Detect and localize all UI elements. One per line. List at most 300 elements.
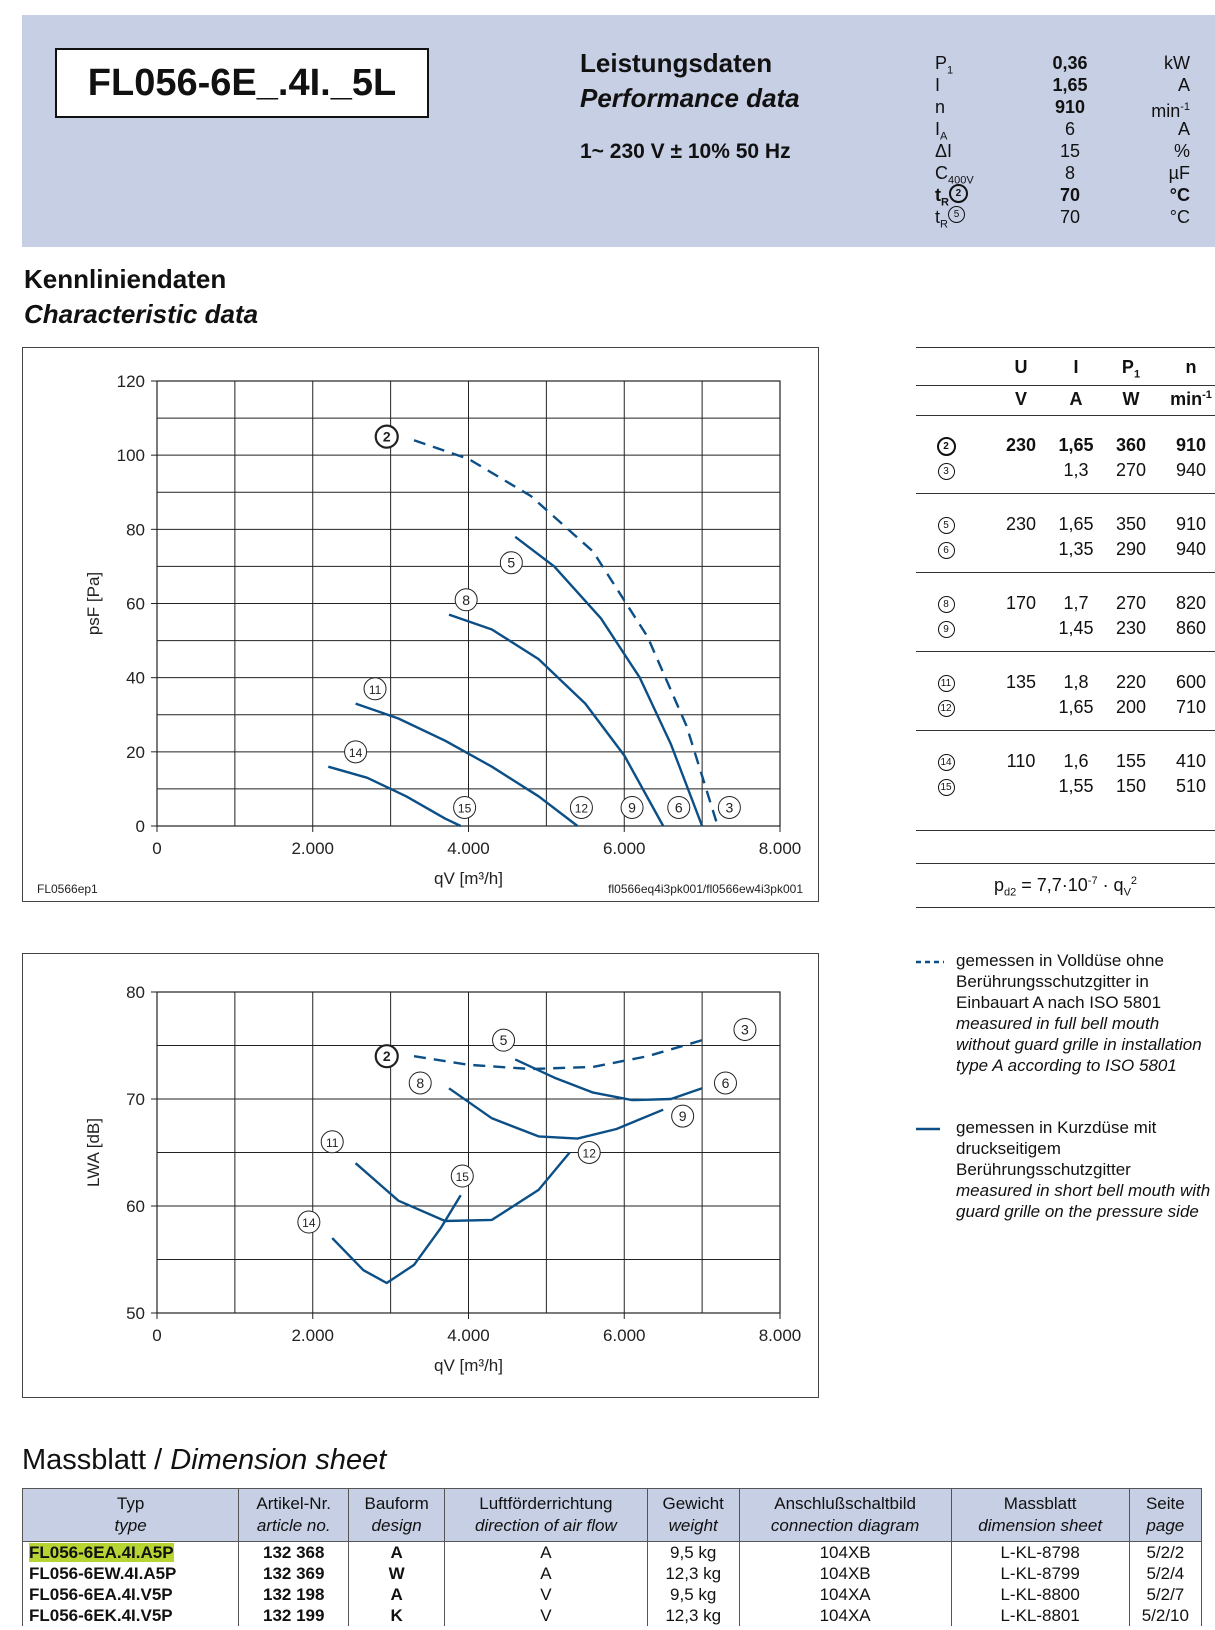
circled-number: 3	[938, 463, 955, 480]
dim-cell	[1129, 1584, 1201, 1605]
performance-title	[580, 46, 800, 116]
dim-cell-text: FL056-6EA.4I.A5P	[29, 1543, 174, 1562]
table-cell-speed: 860	[1175, 618, 1207, 638]
y-tick-label: 60	[126, 1197, 145, 1216]
table-header-rule	[916, 385, 1215, 386]
table-cell-power: 270	[1115, 593, 1147, 613]
spec-unit: µF	[1168, 163, 1190, 183]
spec-symbol: $I_A$	[935, 119, 948, 143]
table-cell-power: 290	[1115, 539, 1147, 559]
dim-cell	[239, 1542, 349, 1564]
curve-label-12	[570, 796, 592, 818]
curve-label-8	[455, 589, 477, 611]
table-cell-voltage: 110	[1006, 751, 1036, 771]
dim-cell-text: 104XA	[819, 1606, 871, 1625]
characteristic-title	[24, 262, 258, 332]
table-header-4: n	[1185, 357, 1197, 377]
table-header-2: I	[1073, 357, 1079, 377]
y-tick-label: 60	[126, 594, 145, 614]
formula-sub: V	[1123, 886, 1131, 899]
curve-label-8	[409, 1072, 431, 1094]
y-axis-label: psF [Pa]	[84, 571, 103, 636]
unit-superscript: -1	[1202, 389, 1212, 401]
dim-row	[23, 1584, 1202, 1605]
circled-number: 14	[938, 754, 955, 771]
legend-dashed-de: gemessen in Volldüse ohne Berührungsschutzgitter in Einbauart A nach ISO 5801	[956, 951, 1164, 1012]
table-cell-speed: 600	[1175, 672, 1207, 692]
curve-label-5	[500, 552, 522, 574]
dim-cell-text: 9,5 kg	[670, 1543, 717, 1562]
table-cell-power: 150	[1115, 776, 1147, 796]
x-axis-label: qV [m³/h]	[434, 869, 503, 888]
dim-header-4	[647, 1489, 739, 1542]
dim-header-en: direction of air flow	[475, 1516, 617, 1535]
dimension-table	[22, 1488, 1202, 1626]
curve-label-text: 6	[721, 1074, 730, 1091]
table-cell-power: 270	[1115, 460, 1147, 480]
table-cell-current: 1,65	[1058, 435, 1094, 455]
dim-header-de: Typ	[116, 1494, 145, 1513]
dim-cell-text: 5/2/7	[1146, 1585, 1185, 1604]
spec-value: 8	[1064, 163, 1075, 183]
table-curve-number	[916, 460, 976, 481]
table-cell-current: 1,65	[1058, 697, 1094, 717]
y-tick-label: 80	[126, 520, 145, 540]
curve-label-text: 5	[507, 554, 516, 571]
curve-label-text: 3	[741, 1021, 749, 1038]
dim-cell-text: 5/2/10	[1141, 1606, 1189, 1625]
dim-cell	[23, 1542, 239, 1564]
y-tick-label: 20	[126, 742, 145, 762]
x-tick-label: 6.000	[602, 1326, 646, 1345]
dim-header-1	[239, 1489, 349, 1542]
model-title: FL056-6E_.4I._5L	[55, 48, 429, 118]
circled-number: 5	[938, 517, 955, 534]
dim-header-en: type	[114, 1516, 147, 1535]
spec-value: 15	[1059, 141, 1081, 161]
sound-chart-svg	[23, 954, 818, 1397]
spec-symbol: $C_{400V}$	[935, 163, 974, 187]
dim-cell	[951, 1542, 1129, 1564]
curve-label-text: 2	[382, 1048, 391, 1065]
spec-subscript: R	[941, 196, 949, 209]
table-cell-current: 1,3	[1063, 460, 1089, 480]
spec-subscript: 400V	[948, 174, 974, 187]
spec-list	[935, 52, 1215, 231]
dim-cell	[239, 1563, 349, 1584]
spec-value: 6	[1064, 119, 1075, 139]
dim-cell-text: L-KL-8799	[1000, 1564, 1080, 1583]
dim-cell-text: V	[540, 1585, 552, 1604]
legend-dashed-en: measured in full bell mouth without guard grille in installation type A according to ISO 5801	[956, 1014, 1202, 1075]
dim-cell-text: 5/2/2	[1146, 1543, 1185, 1562]
spec-unit: °C	[1169, 207, 1190, 227]
table-cell-power: 350	[1115, 514, 1147, 534]
table-cell-current: 1,7	[1063, 593, 1089, 613]
dim-cell-text: 5/2/4	[1146, 1564, 1185, 1583]
x-tick-label: 0	[152, 839, 162, 858]
dim-cell	[739, 1542, 951, 1564]
legend-solid	[916, 1117, 1215, 1222]
dim-cell	[444, 1584, 647, 1605]
chart-footer-left: FL0566ep1	[37, 882, 98, 896]
sound-chart	[22, 953, 819, 1398]
dim-header-de: Gewicht	[662, 1494, 724, 1513]
table-curve-number	[916, 514, 976, 535]
dim-cell-text: 132 369	[262, 1564, 325, 1583]
spec-unit: $\min^{-1}$	[1151, 101, 1190, 121]
curve-label-6	[714, 1072, 736, 1094]
table-curve-number	[916, 435, 976, 456]
dim-cell	[647, 1584, 739, 1605]
curve-label-11	[321, 1131, 343, 1153]
table-formula: $p_{d2} = 7,7\cdot 10^{-7} \cdot q_V^2$	[993, 875, 1138, 899]
table-top-rule	[916, 347, 1215, 348]
spec-symbol: $P_1$	[935, 53, 954, 77]
dim-header-de: Artikel-Nr.	[256, 1494, 332, 1513]
y-tick-label: 0	[135, 817, 145, 836]
table-cell-power: 200	[1115, 697, 1147, 717]
spec-row	[935, 52, 1215, 77]
dim-header-de: Seite	[1145, 1494, 1185, 1513]
table-group-rule	[916, 651, 1215, 652]
table-cell-speed: 910	[1175, 514, 1207, 534]
dim-header-de: Bauform	[364, 1494, 429, 1513]
dim-cell	[647, 1563, 739, 1584]
table-cell-voltage: 230	[1005, 435, 1037, 455]
chart-footer-right: fl0566eq4i3pk001/fl0566ew4i3pk001	[608, 882, 803, 896]
dim-row	[23, 1542, 1202, 1564]
table-curve-number	[916, 776, 976, 797]
y-tick-label: 80	[126, 983, 145, 1002]
dim-cell	[951, 1563, 1129, 1584]
curve-label-text: 2	[382, 428, 391, 445]
curve-label-text: 12	[582, 1146, 596, 1161]
circled-number: 15	[938, 779, 955, 796]
table-header-3: $P_1$	[1121, 357, 1141, 381]
curve-label-14	[345, 741, 367, 763]
spec-row	[935, 206, 1215, 231]
formula-sub: d2	[1003, 886, 1017, 899]
table-cell-current: 1,55	[1058, 776, 1094, 796]
table-curve-number	[916, 618, 976, 639]
spec-value: 0,36	[1052, 53, 1088, 73]
table-cell-power: 220	[1115, 672, 1147, 692]
dim-header-en: dimension sheet	[978, 1516, 1103, 1535]
dim-cell-text: A	[390, 1543, 403, 1562]
dim-header-en: weight	[668, 1516, 718, 1535]
dim-cell	[444, 1563, 647, 1584]
dim-cell	[1129, 1563, 1201, 1584]
dim-cell-text: A	[540, 1543, 552, 1562]
table-group-rule	[916, 572, 1215, 573]
dim-cell	[349, 1563, 445, 1584]
dim-cell-text: 104XB	[819, 1564, 871, 1583]
dim-cell	[239, 1584, 349, 1605]
spec-subscript: A	[940, 130, 948, 143]
x-tick-label: 6.000	[602, 839, 646, 858]
curve-label-text: 11	[368, 682, 382, 697]
dim-header-en: page	[1146, 1516, 1185, 1535]
dim-cell	[239, 1605, 349, 1626]
dim-cell	[444, 1605, 647, 1626]
dim-cell-text: V	[540, 1606, 552, 1625]
curve-label-text: 11	[325, 1135, 339, 1150]
dim-cell-text: W	[388, 1564, 405, 1583]
circled-number: 2	[949, 184, 968, 203]
table-cell-speed: 510	[1175, 776, 1207, 796]
dimension-title-de: Massblatt /	[22, 1444, 171, 1476]
dim-cell	[349, 1584, 445, 1605]
circled-number: 2	[937, 437, 956, 456]
spec-symbol: n	[935, 97, 946, 117]
dimension-title-en: Dimension sheet	[170, 1444, 387, 1476]
spec-row	[935, 162, 1215, 187]
dim-cell-text: FL056-6EA.4I.V5P	[29, 1585, 173, 1604]
dim-header-de: Luftförderrichtung	[479, 1494, 613, 1513]
x-tick-label: 2.000	[291, 1326, 335, 1345]
table-cell-voltage: 170	[1005, 593, 1037, 613]
spec-value: 70	[1059, 207, 1081, 227]
dim-cell	[23, 1584, 239, 1605]
pressure-chart-svg	[23, 348, 818, 901]
table-unit-rule	[916, 415, 1215, 416]
spec-row	[935, 118, 1215, 143]
curve-label-15	[451, 1165, 473, 1187]
dim-cell	[444, 1542, 647, 1564]
dim-header-2	[349, 1489, 445, 1542]
dim-cell	[647, 1542, 739, 1564]
spec-symbol: $t_R$ 2	[935, 184, 949, 214]
spec-row	[935, 140, 1215, 162]
curve-label-14	[298, 1211, 320, 1233]
dim-cell-text: 104XB	[819, 1543, 871, 1562]
dim-cell-text: FL056-6EW.4I.A5P	[29, 1564, 177, 1583]
spec-unit: A	[1177, 75, 1190, 95]
performance-title-de: Leistungsdaten	[580, 48, 773, 78]
spec-symbol: $t_R$ 5	[935, 206, 948, 236]
formula-sup: 2	[1130, 875, 1138, 887]
curve-label-text: 14	[302, 1216, 316, 1231]
dim-cell-text: K	[390, 1606, 403, 1625]
dim-row	[23, 1605, 1202, 1626]
circled-number: 5	[948, 206, 965, 223]
curve-label-text: 15	[455, 1170, 469, 1185]
spec-unit: %	[1173, 141, 1190, 161]
table-unit-2: A	[1069, 389, 1083, 409]
dim-header-de: Massblatt	[1003, 1494, 1077, 1513]
pressure-chart	[22, 347, 819, 902]
table-unit-4: $\min^{-1}$	[1170, 389, 1212, 409]
dim-cell	[349, 1605, 445, 1626]
dim-cell-text: 132 199	[262, 1606, 325, 1625]
dim-cell-text: 12,3 kg	[665, 1606, 722, 1625]
table-curve-number	[916, 697, 976, 718]
curve-label-text: 8	[462, 591, 471, 608]
curve-label-11	[364, 678, 386, 700]
table-curve-number	[916, 539, 976, 560]
circled-number: 8	[938, 596, 955, 613]
table-curve-number	[916, 672, 976, 693]
table-bottom-rule	[916, 830, 1215, 831]
table-cell-current: 1,6	[1063, 751, 1089, 771]
table-header-1: U	[1014, 357, 1028, 377]
dim-cell	[951, 1584, 1129, 1605]
y-tick-label: 50	[126, 1304, 145, 1323]
dim-header-de: Anschlußschaltbild	[774, 1494, 916, 1513]
curve-label-text: 3	[725, 799, 734, 816]
dim-cell-text: 104XA	[819, 1585, 871, 1604]
dim-cell-text: 132 198	[262, 1585, 325, 1604]
dim-header-6	[951, 1489, 1129, 1542]
table-end-rule	[916, 907, 1215, 908]
dim-row	[23, 1563, 1202, 1584]
circled-number: 11	[938, 675, 955, 692]
dim-cell-text: A	[390, 1585, 403, 1604]
table-cell-speed: 940	[1175, 539, 1207, 559]
legend-dashed	[916, 950, 1215, 1076]
table-cell-voltage: 135	[1005, 672, 1037, 692]
y-tick-label: 120	[116, 372, 145, 391]
characteristic-title-en: Characteristic data	[24, 299, 259, 329]
x-tick-label: 8.000	[758, 1326, 802, 1345]
dim-cell	[23, 1605, 239, 1626]
spec-unit: A	[1177, 119, 1190, 139]
y-tick-label: 70	[126, 1090, 145, 1109]
table-cell-speed: 910	[1175, 435, 1207, 455]
spec-row	[935, 184, 1215, 209]
x-tick-label: 8.000	[758, 839, 802, 858]
table-cell-power: 360	[1115, 435, 1147, 455]
curve-label-9	[621, 796, 643, 818]
dim-cell-text: FL056-6EK.4I.V5P	[29, 1606, 173, 1625]
table-cell-current: 1,8	[1063, 672, 1089, 692]
curve-label-text: 15	[457, 801, 472, 816]
curve-label-text: 9	[628, 799, 636, 816]
table-cell-speed: 940	[1175, 460, 1207, 480]
spec-symbol: I	[935, 75, 941, 95]
curve-label-text: 12	[574, 801, 589, 816]
dim-header-3	[444, 1489, 647, 1542]
header-subscript: 1	[1133, 368, 1141, 381]
dim-cell	[951, 1605, 1129, 1626]
curve-label-9	[672, 1105, 694, 1127]
table-curve-number	[916, 593, 976, 614]
curve-label-6	[668, 796, 690, 818]
dim-cell-text: L-KL-8798	[1000, 1543, 1080, 1562]
curve-label-3	[718, 796, 740, 818]
table-cell-voltage: 230	[1005, 514, 1037, 534]
dim-cell	[739, 1563, 951, 1584]
dimension-title	[22, 1444, 386, 1477]
curve-label-2	[376, 1045, 398, 1067]
spec-unit: °C	[1169, 185, 1190, 205]
spec-subscript: 1	[947, 64, 954, 77]
dim-cell	[23, 1563, 239, 1584]
dim-header-en: design	[371, 1516, 422, 1535]
table-cell-current: 1,45	[1058, 618, 1094, 638]
dim-cell	[739, 1605, 951, 1626]
x-tick-label: 0	[152, 1326, 162, 1345]
x-tick-label: 4.000	[447, 1326, 490, 1345]
table-curve-number	[916, 751, 976, 772]
x-axis-label: qV [m³/h]	[434, 1356, 503, 1375]
spec-value: 70	[1059, 185, 1081, 205]
curve-label-15	[454, 796, 476, 818]
curve-label-text: 9	[678, 1108, 687, 1125]
table-cell-current: 1,65	[1058, 514, 1094, 534]
dim-cell	[1129, 1605, 1201, 1626]
dim-cell-text: 132 368	[262, 1543, 325, 1562]
curve-label-text: 6	[674, 799, 683, 816]
dim-cell-text: 12,3 kg	[665, 1564, 722, 1583]
dim-cell	[1129, 1542, 1201, 1564]
table-cell-power: 155	[1115, 751, 1147, 771]
dim-header-5	[739, 1489, 951, 1542]
dim-header-en: connection diagram	[770, 1516, 920, 1535]
dim-cell-text: L-KL-8800	[1000, 1585, 1080, 1604]
spec-row	[935, 96, 1215, 121]
table-cell-speed: 820	[1175, 593, 1207, 613]
table-cell-power: 230	[1115, 618, 1147, 638]
curve-label-5	[493, 1029, 515, 1051]
y-axis-label: LWA [dB]	[84, 1118, 103, 1187]
y-tick-label: 100	[116, 446, 145, 466]
characteristic-title-de: Kennliniendaten	[24, 264, 227, 294]
x-tick-label: 2.000	[291, 839, 335, 858]
table-cell-current: 1,35	[1058, 539, 1094, 559]
performance-title-en: Performance data	[580, 83, 800, 113]
curve-label-2	[376, 426, 398, 448]
dim-cell-text: A	[540, 1564, 552, 1583]
table-group-rule	[916, 730, 1215, 731]
formula-sup: -7	[1087, 875, 1098, 887]
curve-label-12	[578, 1142, 600, 1164]
dim-header-en: article no.	[256, 1516, 331, 1535]
circled-number: 6	[938, 542, 955, 559]
dim-cell-text: L-KL-8801	[1000, 1606, 1080, 1625]
dim-cell-text: 9,5 kg	[670, 1585, 717, 1604]
curve-label-text: 5	[499, 1032, 508, 1049]
dashed-line-swatch	[916, 960, 944, 964]
spec-subscript: R	[940, 218, 948, 231]
circled-number: 12	[938, 700, 955, 717]
spec-unit-sup: -1	[1180, 101, 1190, 113]
dim-cell	[349, 1542, 445, 1564]
spec-row	[935, 74, 1215, 96]
solid-line-swatch	[916, 1127, 944, 1131]
spec-value: 910	[1054, 97, 1086, 117]
table-group-rule	[916, 493, 1215, 494]
table-unit-3: W	[1122, 389, 1140, 409]
dim-cell	[647, 1605, 739, 1626]
curve-label-3	[734, 1018, 756, 1040]
spec-symbol: ΔI	[935, 141, 953, 161]
curve-label-text: 14	[348, 745, 363, 760]
dim-cell	[739, 1584, 951, 1605]
curve-label-text: 8	[416, 1074, 425, 1091]
spec-unit: kW	[1164, 53, 1190, 73]
legend-solid-de: gemessen in Kurzdüse mit druckseitigem Berührungsschutzgitter	[956, 1118, 1157, 1179]
table-unit-1: V	[1014, 389, 1027, 409]
voltage-rating: 1~ 230 V ± 10% 50 Hz	[580, 140, 791, 163]
y-tick-label: 40	[126, 668, 145, 688]
spec-value: 1,65	[1052, 75, 1088, 95]
circled-number: 9	[938, 621, 955, 638]
table-formula-rule	[916, 863, 1215, 864]
dim-header-0	[23, 1489, 239, 1542]
table-cell-speed: 710	[1175, 697, 1207, 717]
